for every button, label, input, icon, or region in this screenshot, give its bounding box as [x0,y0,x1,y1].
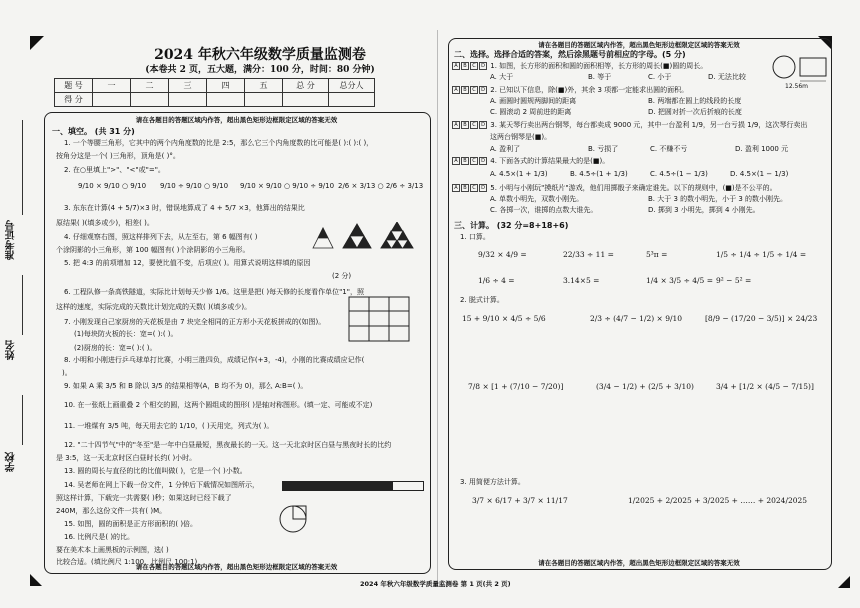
choice-q5-text: 5. 小明与小刚玩"摸纸片"游戏，他们用掷骰子来确定谁先。以下的规则中，(■)是不公平的。 [490,184,777,192]
choice-q3-opt-c: C. 不赚不亏 [650,145,688,153]
download-progress-track [392,481,424,491]
question-7-1: (1)每块防火板的长：宽=( ):( )。 [74,330,178,338]
id-line [22,120,24,215]
choice-q5-opt-b: B. 大于 3 的数小明先，小于 3 的数小刚先。 [648,195,788,203]
question-7: 7. 小刚发现自己家厨房的天花板是由 7 块完全相同的正方形小天花板拼成的(如图)。 [64,318,326,326]
page-footer: 2024 年秋六年级数学质量监测卷 第 1 页(共 2 页) [360,580,511,588]
option-b-box[interactable]: B [461,121,469,129]
oral-item: 1/6 ÷ 4 = [478,276,515,285]
section-choice-title: 二、选择。选择合适的答案，然后涂黑题号前相应的字母。(5 分) [454,50,686,59]
notice-bottom-left: 请在各题目的答题区域内作答，超出黑色矩形边框限定区域的答案无效 [135,563,338,571]
question-16c: 比较合适。(填比例尺 1:100，比例尺 100:1) [56,558,198,566]
option-c-box[interactable]: C [470,86,478,94]
question-8a: 8. 小明和小刚进行乒乓球单打比赛，小明三胜四负，成绩记作(+3，-4)，小刚的比赛成绩应记作( [64,356,365,364]
exam-title: 2024 年秋六年级数学质量监测卷 [154,47,366,63]
question-13: 13. 圆的周长与直径的比的比值叫做( )，它是一个( )小数。 [64,467,247,475]
choice-q2-opt-b: B. 两端都在圆上的线段的长度 [648,97,742,105]
step-calc-item: 3/4 + [1/2 × (4/5 − 7/15)] [716,382,814,391]
compare-item-4 [338,182,423,191]
option-d-box[interactable]: D [479,121,487,129]
question-1a: 1. 一个等腰三角形，它其中的两个内角度数的比是 2:5，那么它三个内角度数的比可能是( ):( ):( )， [64,139,374,147]
option-c-box[interactable]: C [470,184,478,192]
option-d-box[interactable]: D [479,157,487,165]
step-calc-item: 2/3 ÷ (4/7 − 1/2) × 9/10 [590,314,683,323]
question-6b: 这样的速度，实际完成的天数比计划完成的天数( )(填多或少)。 [56,303,252,311]
oral-item: 9/32 × 4/9 = [478,250,527,259]
step-calc-item: (3/4 − 1/2) + (2/5 + 3/10) [596,382,694,391]
choice-q3-opt-b: B. 亏损了 [588,145,619,153]
question-14c: 240M，那么这份文件一共有( )M。 [56,507,167,515]
score-cell[interactable] [93,93,131,107]
choice-q1-opt-d: D. 无法比较 [708,73,746,81]
notice-bottom-right: 请在各题目的答题区域内作答，超出黑色矩形边框限定区域的答案无效 [538,559,740,567]
score-cell[interactable] [207,93,245,107]
score-header-cell: 总分人 [329,79,375,93]
oral-item: 3.14×5 = [563,276,600,285]
choice-q1 [452,62,707,71]
question-16a: 16. 比例尺是( )的比。 [64,533,135,541]
compare-text: 9/10 × 9/10 ○ 9/10 [78,182,147,190]
question-8b: )。 [62,369,72,377]
question-5-score: (2 分) [332,272,352,280]
option-a-box[interactable]: A [452,121,460,129]
simple-calc-item: 1/2025 + 2/2025 + 3/2025 + …… + 2024/2025 [628,496,808,505]
score-cell[interactable] [131,93,169,107]
question-10: 10. 在一张纸上画重叠 2 个相交的圆，这两个圆组成的图形( )是轴对称图形。(填一定、可能或不定) [64,401,373,409]
choice-q3-opt-a: A. 盈利了 [490,145,521,153]
question-16b: 要在美术本上画黑板的示例图，选( ) [56,546,169,554]
simple-calc-title: 3. 用简便方法计算。 [460,478,525,486]
option-c-box[interactable]: C [470,121,478,129]
compare-text: 9/10 × 9/10 ○ 9/10 ÷ 9/10 [240,182,335,190]
step-calc-title: 2. 脱式计算。 [460,296,504,304]
oral-item: 5³π = [646,250,668,259]
circle-square-figure [278,504,308,534]
option-d-box[interactable]: D [479,86,487,94]
question-6a: 6. 工程队修一条高铁隧道，实际比计划每天少修 1/6。这里是把( )每天修的长度看作单位"1"，照 [64,288,364,296]
notice-top-right: 请在各题目的答题区域内作答，超出黑色矩形边框限定区域的答案无效 [538,41,740,49]
choice-q4-opt-c: C. 4.5÷(1 − 1/3) [650,170,708,178]
score-header-cell: 五 [245,79,283,93]
exam-subtitle: (本卷共 2 页，五大题，满分：100 分，时间：80 分钟) [145,65,375,75]
choice-q3-text: 3. 某天琴行卖出两台钢琴，每台都卖成 9000 元，其中一台盈利 1/9，另一台亏损 1/9，这次琴行卖出 [490,121,808,129]
oral-item: 22/33 ÷ 11 = [563,250,614,259]
question-3b: 原结果( )(填多或少)，相差( )。 [56,219,154,227]
choice-q5-opt-c: C. 各掷一次，谁掷的点数大谁先。 [490,206,598,214]
question-12b: 是 3:5，这一天北京时区白昼时长约( )小时。 [56,454,197,462]
question-12a: 12. "二十四节气"中的"冬至"是一年中白昼最短，黑夜最长的一天。这一天北京时区白昼与黑夜时长的比约 [64,441,392,449]
compare-item-1 [78,182,146,191]
side-label-name: 姓名 [6,340,17,360]
choice-q2-text: 2. 已知以下信息，除(■)外，其余 3 项都一定能求出圆的面积。 [490,86,689,94]
choice-q2-opt-a: A. 画圆时圆规两脚间的距离 [490,97,577,105]
download-progress-bar [282,481,392,491]
choice-q4-opt-b: B. 4.5÷(1 + 1/3) [570,170,628,178]
notice-top-left: 请在各题目的答题区域内作答，超出黑色矩形边框限定区域的答案无效 [135,116,338,124]
dimension-label: 12.56m [785,83,809,90]
step-calc-item: 7/8 × [1 + (7/10 − 7/20)] [468,382,564,391]
section-fill-blank-title: 一、填空。 (共 31 分) [52,127,135,136]
question-14a: 14. 吴老师在网上下载一份文件，1 分钟后下载情况如图所示， [64,481,260,489]
score-cell[interactable] [245,93,283,107]
option-c-box[interactable]: C [470,157,478,165]
score-table [54,78,375,107]
score-header-cell: 二 [131,79,169,93]
score-header-cell: 一 [93,79,131,93]
option-b-box[interactable]: B [461,184,469,192]
option-a-box[interactable]: A [452,157,460,165]
choice-q2-opt-c: C. 圆滚动 2 周前进的距离 [490,108,572,116]
corner-mark-bottom-left [30,574,42,586]
oral-item: 1/5 ÷ 1/4 ÷ 1/5 ÷ 1/4 = [716,250,807,259]
choice-q5-opt-a: A. 单数小明先，双数小刚先。 [490,195,584,203]
choice-q2-opt-d: D. 把圆对折一次后折痕的长度 [648,108,742,116]
score-row-label: 得 分 [55,93,93,107]
compare-text: 2/6 × 3/13 ○ 2/6 ÷ 3/13 [338,182,424,190]
choice-q1-opt-c: C. 小于 [648,73,672,81]
oral-calc-title: 1. 口算。 [460,233,490,241]
question-2: 2. 在○里填上">"、"<"或"="。 [64,166,165,174]
side-label-school: 学校 [6,452,17,472]
option-a-box[interactable]: A [452,62,460,70]
side-label-id: 准考证号 [6,220,17,260]
question-4b: 个涂阴影的小三角形，第 100 幅图有( )个涂阴影的小三角形。 [56,246,250,254]
oral-item: 9² − 5² = [716,276,752,285]
choice-q4-text: 4. 下面各式的计算结果最大的是(■)。 [490,157,610,165]
question-9: 9. 如果 A 乘 3/5 和 B 除以 3/5 的结果相等(A，B 均不为 0)，那么 A:B=( )。 [64,382,308,390]
option-b-box[interactable]: B [461,86,469,94]
choice-q5-opt-d: D. 掷到 3 小明先，掷到 4 小刚先。 [648,206,760,214]
simple-calc-item: 3/7 × 6/17 + 3/7 × 11/17 [472,496,568,505]
ceiling-board-figure [348,296,410,342]
name-line [22,275,24,335]
question-3a: 3. 东东在计算(4 + 5/7)×3 时，错误地算成了 4 + 5/7 ×3，他算出的结果比 [64,204,305,212]
score-cell[interactable] [169,93,207,107]
choice-q3 [452,121,807,130]
question-11: 11. 一堆煤有 3/5 吨，每天用去它的 1/10，( )天用完，列式为( )。 [64,422,274,430]
option-b-box[interactable]: B [461,157,469,165]
option-a-box[interactable]: A [452,184,460,192]
question-7-2: (2)厨房的长：宽=( ):( )。 [74,344,157,352]
score-header-cell: 题 号 [55,79,93,93]
option-d-box[interactable]: D [479,62,487,70]
choice-q4-opt-a: A. 4.5×(1 + 1/3) [490,170,548,178]
school-line [22,395,24,445]
choice-q1-text: 1. 如图，长方形的面积和圆的面积相等，长方形的周长(■)圆的周长。 [490,62,708,70]
score-header-cell: 四 [207,79,245,93]
corner-mark-top-left [30,36,44,50]
choice-q4 [452,157,609,166]
option-a-box[interactable]: A [452,86,460,94]
choice-q3-b: 这两台钢琴是(■)。 [490,133,552,141]
triangle-pattern-figure [308,222,418,252]
option-b-box[interactable]: B [461,62,469,70]
step-calc-item: 15 + 9/10 × 4/5 ÷ 5/6 [462,314,546,323]
choice-q1-opt-b: B. 等于 [588,73,612,81]
choice-q4-opt-d: D. 4.5×(1 − 1/3) [730,170,789,178]
choice-q3-opt-d: D. 盈利 1000 元 [735,145,789,153]
choice-q1-opt-a: A. 大于 [490,73,514,81]
section-calc-title: 三、计算。 (32 分=8+18+6) [454,221,569,230]
choice-q2 [452,86,688,95]
question-14b: 照这样计算，下载完一共需要( )秒；如果这时已经下载了 [56,494,232,502]
question-4a: 4. 仔细观察右图，照这样排列下去，从左至右，第 6 幅图有( ) [64,233,258,241]
compare-item-2 [160,182,228,191]
compare-item-3 [240,182,334,191]
corner-mark-bottom-right [838,576,850,588]
option-c-box[interactable]: C [470,62,478,70]
question-1b: 按角分这是一个( )三角形，顶角是( )°。 [56,152,180,160]
oral-item: 1/4 × 3/5 ÷ 4/5 = [646,276,713,285]
choice-q5 [452,184,777,193]
score-header-cell: 总 分 [283,79,329,93]
question-5: 5. 把 4:3 的前项增加 12，要使比值不变，后项应( )。用算式说明这样填的原因 [64,259,311,267]
right-answer-area [448,38,832,570]
score-cell[interactable] [329,93,375,107]
score-cell[interactable] [283,93,329,107]
score-header-cell: 三 [169,79,207,93]
step-calc-item: [8/9 − (17/20 − 3/5)] × 24/23 [705,314,818,323]
page-divider [437,30,438,585]
option-d-box[interactable]: D [479,184,487,192]
question-15: 15. 如图，圆的面积是正方形面积的( )倍。 [64,520,198,528]
compare-text: 9/10 ÷ 9/10 ○ 9/10 [160,182,229,190]
